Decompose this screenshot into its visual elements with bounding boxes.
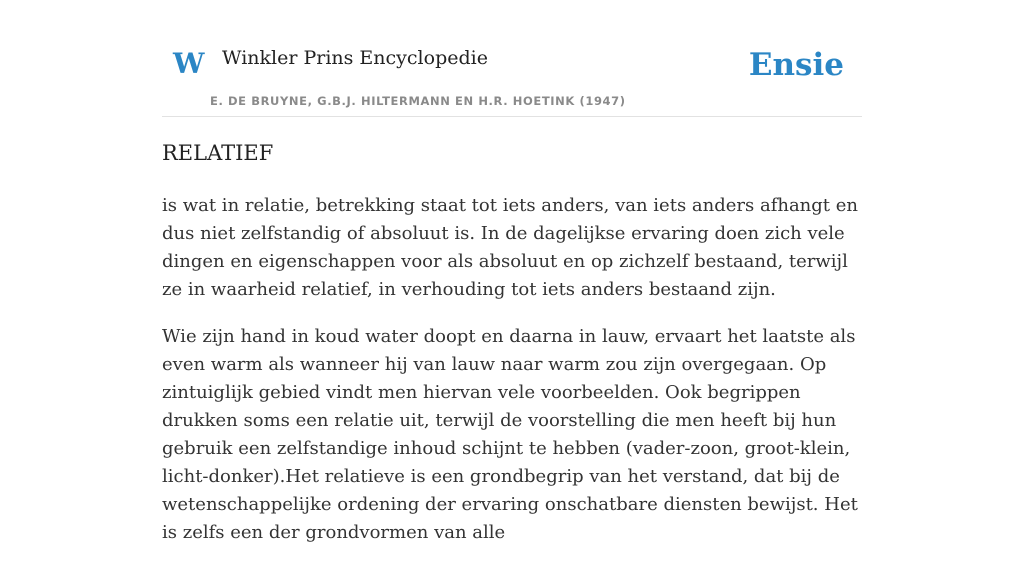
source-authors: E. DE BRUYNE, G.B.J. HILTERMANN EN H.R. HOETINK (1947)	[210, 94, 626, 108]
article-headword: RELATIEF	[162, 141, 274, 165]
article-paragraph-2: Wie zijn hand in koud water doopt en daarna in lauw, ervaart het laatste als even warm als wanneer hij van lauw naar warm zou zijn overgegaan. Op zintuiglijk gebied vindt men hiervan vele voorbeelden. Ook begrippen drukken soms een relatie uit, terwijl de voorstelling die men heeft bij hun gebruik een zelfstandige inhoud schijnt te hebben (vader-zoon, groot-klein, licht-donker).Het relatieve is een grondbegrip van het verstand, dat bij de wetenschappelijke ordening der ervaring onschatbare diensten bewijst. Het is zelfs een der grondvormen van alle	[162, 326, 858, 543]
article-paragraph-1: is wat in relatie, betrekking staat tot iets anders, van iets anders afhangt en dus niet zelfstandig of absoluut is. In de dagelijkse ervaring doen zich vele dingen en eigenschappen voor als absoluut en op zichzelf bestaand, terwijl ze in waarheid relatief, in verhouding tot iets anders bestaand zijn.	[162, 195, 858, 300]
source-title[interactable]: Winkler Prins Encyclopedie	[222, 47, 488, 69]
winkler-prins-logo-icon: W	[173, 47, 205, 80]
source-header	[162, 30, 862, 117]
article-body	[162, 192, 862, 566]
ensie-logo[interactable]: Ensie	[748, 47, 844, 83]
